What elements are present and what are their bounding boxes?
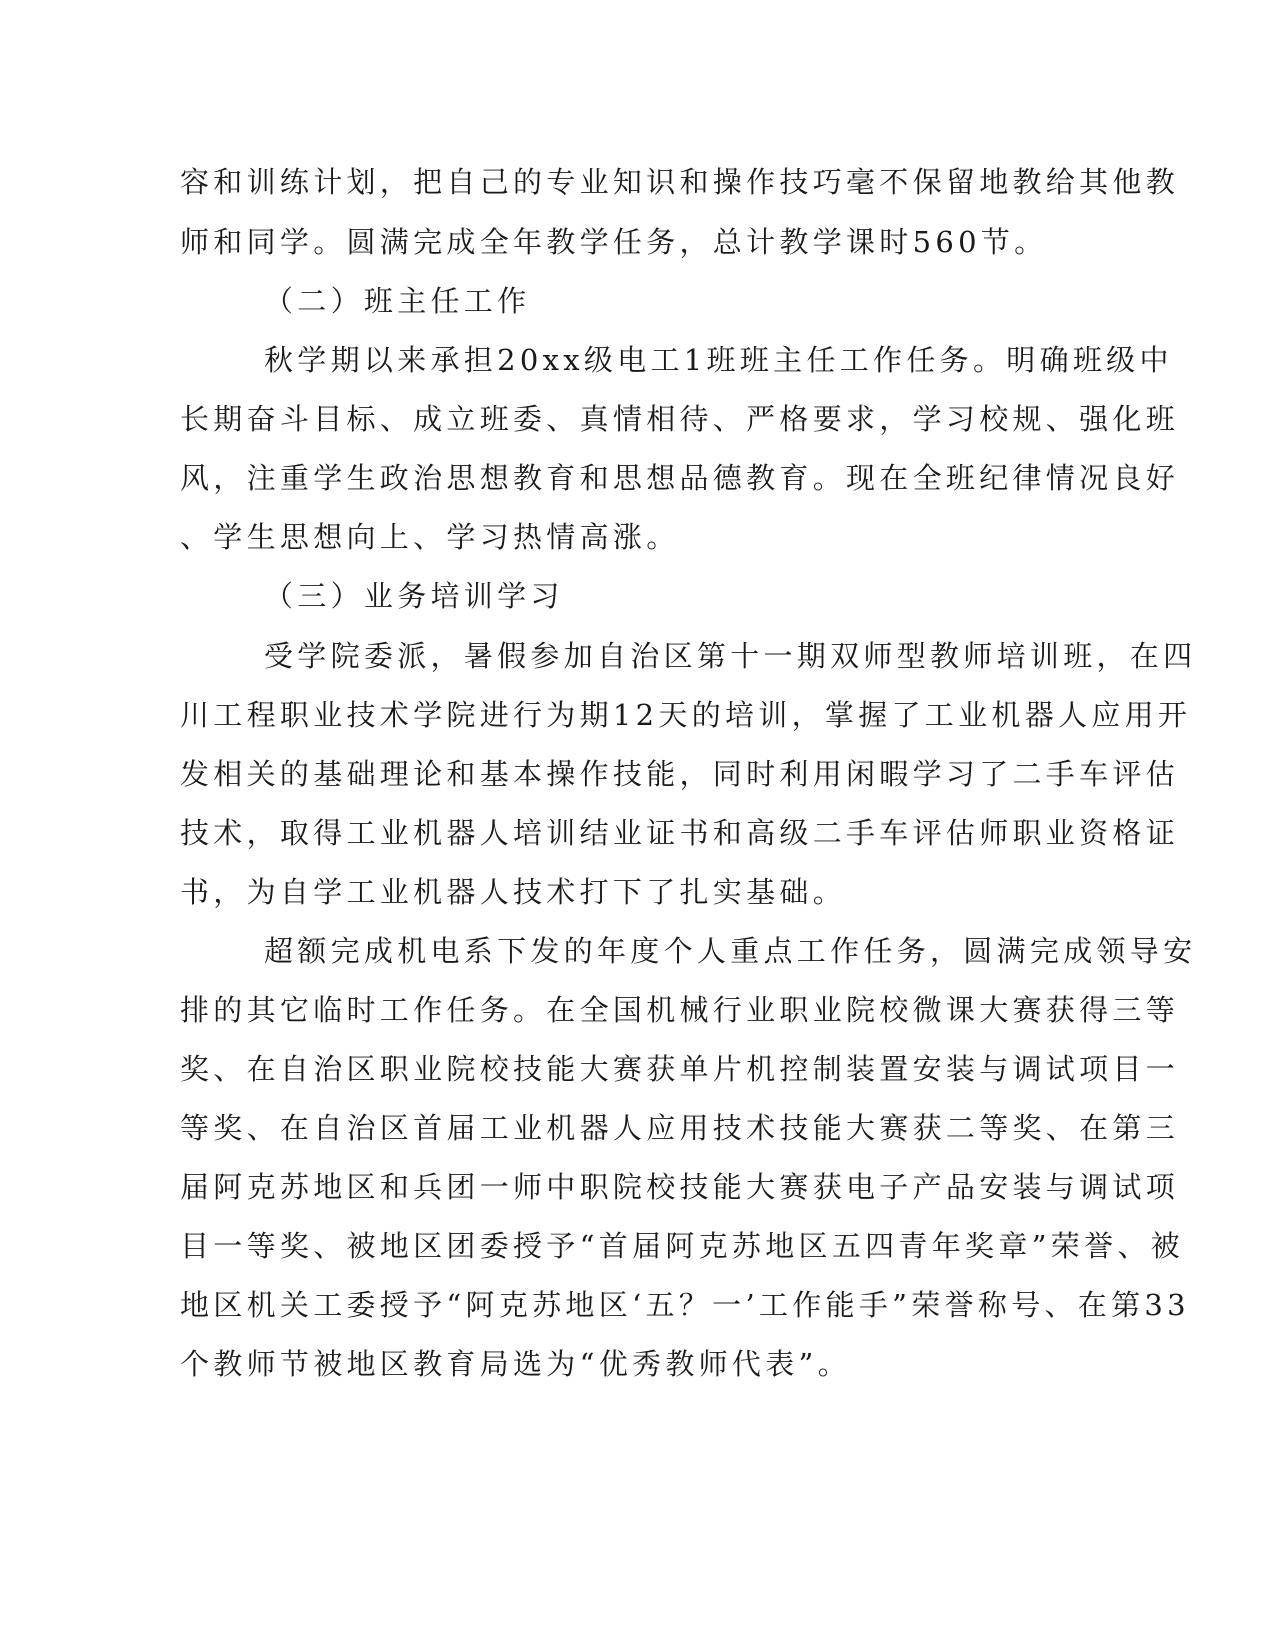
paragraph-line: 技术，取得工业机器人培训结业证书和高级二手车评估师职业资格证 [180, 816, 1180, 850]
paragraph-line: 书，为自学工业机器人技术打下了扎实基础。 [180, 875, 847, 909]
paragraph-line: 受学院委派，暑假参加自治区第十一期双师型教师培训班，在四 [264, 639, 1197, 673]
paragraph-line: 容和训练计划，把自己的专业知识和操作技巧毫不保留地教给其他教 [180, 165, 1180, 199]
paragraph-line: 目一等奖、被地区团委授予“首届阿克苏地区五四青年奖章”荣誉、被 [180, 1229, 1184, 1263]
paragraph-line: 排的其它临时工作任务。在全国机械行业职业院校微课大赛获得三等 [180, 993, 1180, 1027]
paragraph-line: 个教师节被地区教育局选为“优秀教师代表”。 [180, 1347, 851, 1381]
paragraph-line: 地区机关工委授予“阿克苏地区‘五？一’工作能手”荣誉称号、在第33 [180, 1288, 1190, 1322]
paragraph-line: 秋学期以来承担20xx级电工1班班主任工作任务。明确班级中 [264, 343, 1173, 377]
section-heading: （二）班主任工作 [264, 284, 531, 318]
paragraph-line: 、学生思想向上、学习热情高涨。 [180, 520, 680, 554]
paragraph-line: 届阿克苏地区和兵团一师中职院校技能大赛获电子产品安装与调试项 [180, 1170, 1180, 1204]
paragraph-line: 发相关的基础理论和基本操作技能，同时利用闲暇学习了二手车评估 [180, 757, 1180, 791]
paragraph-line: 奖、在自治区职业院校技能大赛获单片机控制装置安装与调试项目一 [180, 1052, 1180, 1086]
section-heading: （三）业务培训学习 [264, 579, 564, 613]
paragraph-line: 长期奋斗目标、成立班委、真情相待、严格要求，学习校规、强化班 [180, 402, 1180, 436]
paragraph-line: 超额完成机电系下发的年度个人重点工作任务，圆满完成领导安 [264, 934, 1197, 968]
paragraph-line: 川工程职业技术学院进行为期12天的培训，掌握了工业机器人应用开 [180, 698, 1192, 732]
paragraph-line: 风，注重学生政治思想教育和思想品德教育。现在全班纪律情况良好 [180, 461, 1180, 495]
paragraph-line: 等奖、在自治区首届工业机器人应用技术技能大赛获二等奖、在第三 [180, 1111, 1180, 1145]
paragraph-line: 师和同学。圆满完成全年教学任务，总计教学课时560节。 [180, 225, 1048, 259]
